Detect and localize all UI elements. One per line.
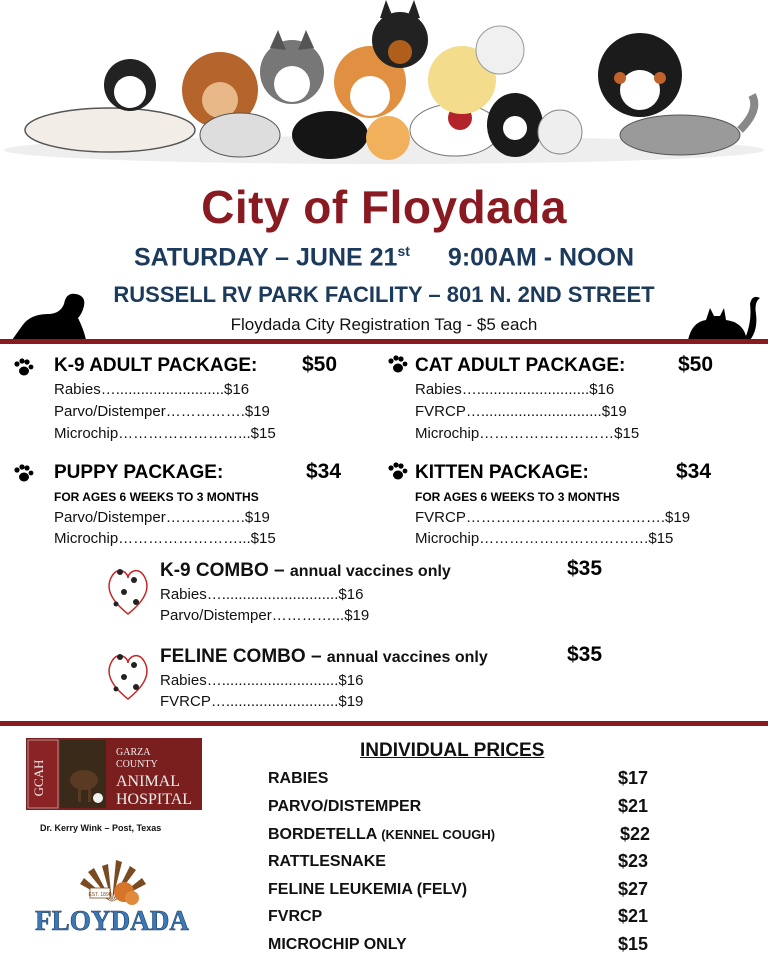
k9-combo-item: Rabies…............................$16 — [160, 586, 364, 603]
registration-tag-note: Floydada City Registration Tag - $5 each — [230, 315, 538, 334]
hospital-line1: GARZA — [116, 747, 151, 758]
individual-row-name: FVRCP — [268, 908, 323, 925]
individual-row-price: $23 — [618, 851, 649, 871]
hospital-credit: Dr. Kerry Wink – Post, Texas — [40, 823, 162, 833]
puppy-item: Parvo/Distemper…………….$19 — [54, 509, 270, 526]
cat-silhouette-icon — [686, 290, 764, 342]
event-date-time — [0, 243, 768, 272]
pets-banner-illustration — [0, 0, 768, 165]
page-title: City of Floydada — [201, 181, 567, 233]
feline-combo-item: FVRCP…...........................$19 — [160, 693, 364, 710]
section-divider — [0, 339, 768, 344]
heart-paw-icon — [104, 643, 152, 703]
cat-adult-item: FVRCP….............................$19 — [415, 403, 627, 420]
individual-row-price: $21 — [618, 796, 649, 816]
floydada-city-logo — [32, 852, 192, 936]
paw-icon — [386, 461, 408, 483]
puppy-title: PUPPY PACKAGE: — [54, 462, 224, 483]
feline-combo-price: $35 — [567, 643, 603, 666]
individual-row-name: MICROCHIP ONLY — [268, 936, 407, 953]
k9-combo-title — [160, 560, 451, 582]
feline-combo-title — [160, 646, 488, 668]
kitten-age-note: FOR AGES 6 WEEKS TO 3 MONTHS — [415, 490, 620, 504]
individual-row-name: RATTLESNAKE — [268, 853, 386, 870]
dog-silhouette-icon — [8, 290, 94, 342]
individual-prices-heading: INDIVIDUAL PRICES — [360, 740, 545, 761]
hospital-line4: HOSPITAL — [116, 791, 193, 808]
garza-county-animal-hospital-logo — [26, 738, 202, 810]
k9-combo-subtitle: annual vaccines only — [289, 563, 451, 580]
k9-combo-price: $35 — [567, 557, 603, 580]
puppy-item: Microchip……………………...$15 — [54, 530, 276, 547]
hospital-monogram: GCAH — [31, 759, 46, 797]
individual-row-name: BORDETELLA — [268, 826, 377, 843]
individual-row-name: PARVO/DISTEMPER — [268, 798, 422, 815]
cat-adult-item: Microchip………………………$15 — [415, 425, 640, 442]
k9-adult-item: Parvo/Distemper…………….$19 — [54, 403, 270, 420]
k9-combo-name: K-9 COMBO – — [160, 560, 285, 581]
paw-icon — [12, 463, 34, 485]
k9-adult-item: Rabies…..........................$16 — [54, 381, 250, 398]
event-location: RUSSELL RV PARK FACILITY – 801 N. 2ND STREET — [113, 282, 655, 307]
event-time: 9:00AM - NOON — [447, 243, 635, 272]
k9-combo-item: Parvo/Distemper…………...$19 — [160, 607, 370, 624]
feline-combo-name: FELINE COMBO – — [160, 646, 322, 667]
k9-adult-title: K-9 ADULT PACKAGE: — [54, 355, 258, 376]
puppy-price: $34 — [306, 460, 342, 483]
individual-row-price: $15 — [618, 934, 649, 954]
k9-adult-item: Microchip……………………...$15 — [54, 425, 276, 442]
heart-paw-icon — [104, 558, 152, 618]
feline-combo-subtitle: annual vaccines only — [326, 649, 488, 666]
kitten-item: FVRCP………………………………….$19 — [415, 509, 691, 526]
individual-row-price: $21 — [618, 906, 649, 926]
floydada-est: EST. 1890 — [88, 892, 112, 898]
cat-adult-item: Rabies…...........................$16 — [415, 381, 615, 398]
floydada-wordmark: FLOYDADA — [35, 906, 190, 936]
individual-row-name: RABIES — [268, 770, 329, 787]
hospital-line3: ANIMAL — [116, 773, 180, 790]
paw-icon — [12, 357, 34, 379]
kitten-title: KITTEN PACKAGE: — [415, 462, 589, 483]
event-date: SATURDAY – JUNE 21 — [133, 243, 398, 272]
cat-adult-title: CAT ADULT PACKAGE: — [415, 355, 626, 376]
individual-row-name-group — [268, 826, 495, 844]
kitten-price: $34 — [676, 460, 712, 483]
individual-row-note: (KENNEL COUGH) — [381, 827, 496, 842]
paw-icon — [386, 354, 408, 376]
individual-row-price: $17 — [618, 768, 649, 788]
event-date-suffix: st — [397, 243, 410, 259]
puppy-age-note: FOR AGES 6 WEEKS TO 3 MONTHS — [54, 490, 259, 504]
individual-row-price: $27 — [618, 879, 649, 899]
kitten-item: Microchip…………………………….$15 — [415, 530, 674, 547]
section-divider — [0, 721, 768, 726]
individual-row-name: FELINE LEUKEMIA (FELV) — [268, 881, 468, 898]
hospital-line2: COUNTY — [116, 759, 158, 770]
feline-combo-item: Rabies…............................$16 — [160, 672, 364, 689]
cat-adult-price: $50 — [678, 353, 714, 376]
individual-row-price: $22 — [620, 824, 651, 844]
k9-adult-price: $50 — [302, 353, 338, 376]
